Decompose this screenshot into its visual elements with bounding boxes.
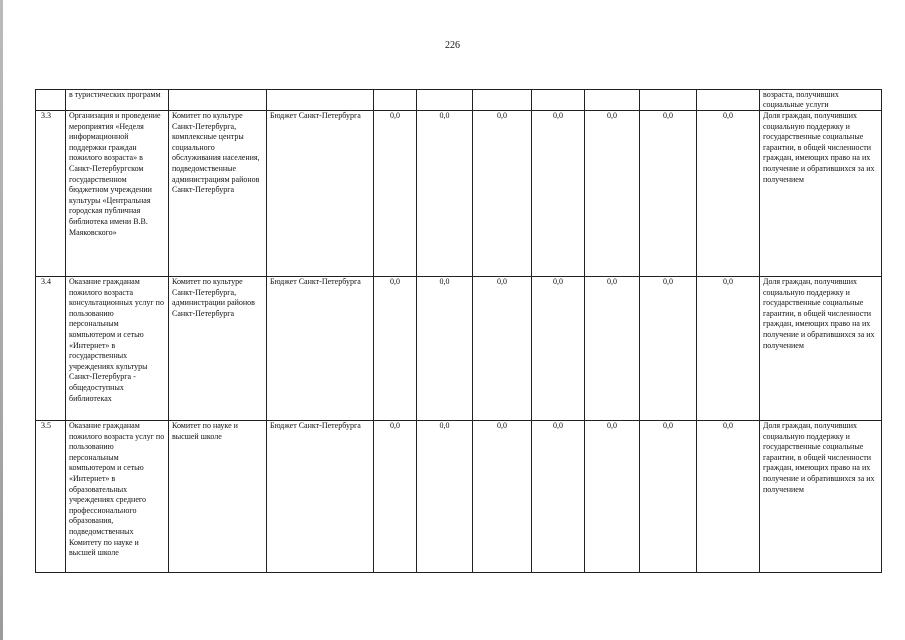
cell-description: в туристических программ <box>66 90 169 111</box>
cell-indicator: Доля граждан, получивших социальную поддержку и государственные социальные гарантии, в общей численности граждан, имеющих право на их получение и обратившихся за их получением <box>760 421 882 573</box>
cell-value <box>374 90 417 111</box>
cell-source: Бюджет Санкт-Петербурга <box>267 111 374 277</box>
cell-value: 0,0 <box>417 421 473 573</box>
cell-value: 0,0 <box>585 111 640 277</box>
cell-value: 0,0 <box>374 421 417 573</box>
cell-value: 0,0 <box>532 111 585 277</box>
cell-indicator: Доля граждан, получивших социальную поддержку и государственные социальные гарантии, в общей численности граждан, имеющих право на их получение и обратившихся за их получением <box>760 111 882 277</box>
cell-value: 0,0 <box>585 277 640 421</box>
cell-executor: Комитет по науке и высшей школе <box>169 421 267 573</box>
cell-description: Организация и проведение мероприятия «Неделя информационной поддержки граждан пожилого возраста» в Санкт-Петербургском государственном бюджетном учреждении культуры «Центральная городская публичная библиотека имени В.В. Маяковского» <box>66 111 169 277</box>
cell-value <box>417 90 473 111</box>
cell-value <box>697 90 760 111</box>
cell-executor <box>169 90 267 111</box>
cell-indicator: возраста, получивших социальные услуги <box>760 90 882 111</box>
table-row-continuation <box>36 90 882 111</box>
cell-value: 0,0 <box>532 277 585 421</box>
cell-description: Оказание гражданам пожилого возраста консультационных услуг по пользованию персональным компьютером и сетью «Интернет» в государственных учреждениях культуры Санкт-Петербурга - общедоступных библиотеках <box>66 277 169 421</box>
cell-source: Бюджет Санкт-Петербурга <box>267 277 374 421</box>
cell-indicator: Доля граждан, получивших социальную поддержку и государственные социальные гарантии, в общей численности граждан, имеющих право на их получение и обратившихся за их получением <box>760 277 882 421</box>
cell-value: 0,0 <box>417 277 473 421</box>
cell-value: 0,0 <box>417 111 473 277</box>
table-row <box>36 421 882 573</box>
cell-source <box>267 90 374 111</box>
cell-number: 3.3 <box>36 111 66 277</box>
cell-value: 0,0 <box>473 421 532 573</box>
cell-value: 0,0 <box>640 277 697 421</box>
cell-number: 3.5 <box>36 421 66 573</box>
cell-number: 3.4 <box>36 277 66 421</box>
scan-edge <box>0 0 3 640</box>
cell-value: 0,0 <box>374 111 417 277</box>
cell-description: Оказание гражданам пожилого возраста услуг по пользованию персональным компьютером и сетью «Интернет» в образовательных учреждениях среднего профессионального образования, подведомственных Комитету по науке и высшей школе <box>66 421 169 573</box>
cell-value: 0,0 <box>697 277 760 421</box>
page-number: 226 <box>445 40 460 51</box>
cell-executor: Комитет по культуре Санкт-Петербурга, администрации районов Санкт-Петербурга <box>169 277 267 421</box>
cell-value: 0,0 <box>374 277 417 421</box>
cell-value: 0,0 <box>697 111 760 277</box>
cell-value: 0,0 <box>532 421 585 573</box>
cell-executor: Комитет по культуре Санкт-Петербурга, комплексные центры социального обслуживания населения, подведомственные администрациям районов Санкт-Петербурга <box>169 111 267 277</box>
cell-number <box>36 90 66 111</box>
program-table <box>35 89 882 573</box>
cell-value: 0,0 <box>473 111 532 277</box>
cell-value: 0,0 <box>473 277 532 421</box>
table-row <box>36 111 882 277</box>
cell-value <box>640 90 697 111</box>
cell-source: Бюджет Санкт-Петербурга <box>267 421 374 573</box>
cell-value: 0,0 <box>640 421 697 573</box>
table-row <box>36 277 882 421</box>
cell-value: 0,0 <box>640 111 697 277</box>
cell-value <box>532 90 585 111</box>
cell-value <box>473 90 532 111</box>
cell-value <box>585 90 640 111</box>
cell-value: 0,0 <box>697 421 760 573</box>
cell-value: 0,0 <box>585 421 640 573</box>
